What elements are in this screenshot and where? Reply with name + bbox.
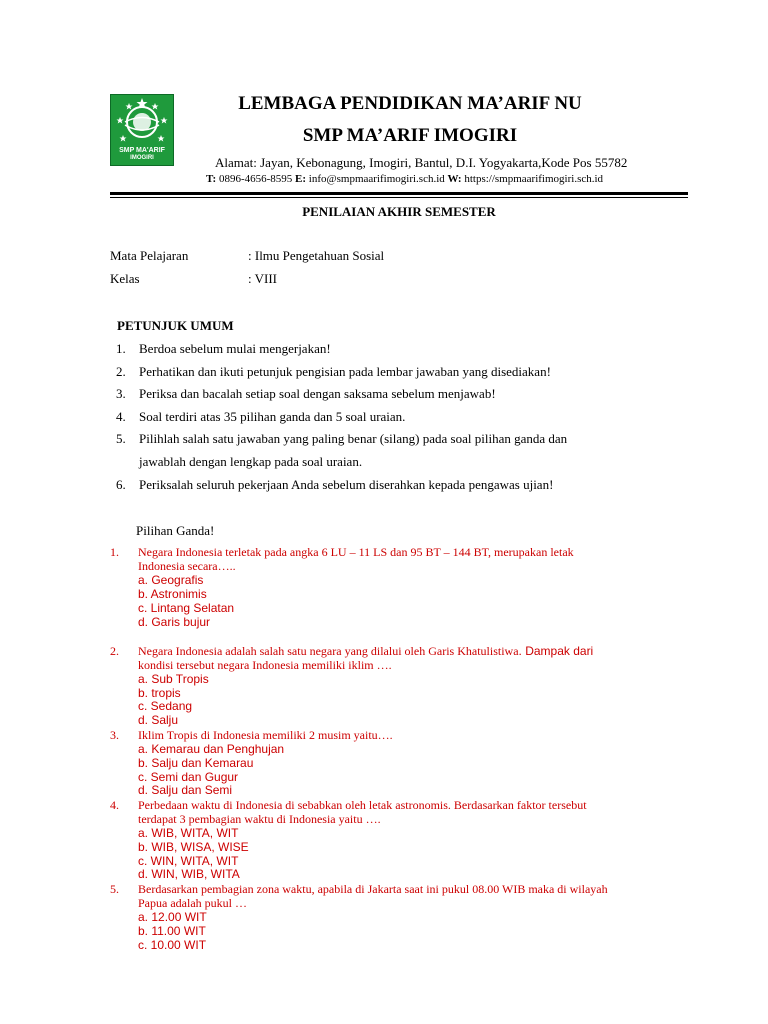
class-label: Kelas: [110, 271, 140, 286]
instruction-number: 4.: [116, 409, 126, 424]
instructions-title: PETUNJUK UMUM: [117, 318, 234, 333]
logo-text-school: SMP MA'ARIF: [119, 147, 165, 154]
subject-label: Mata Pelajaran: [110, 248, 189, 263]
answer-option[interactable]: b. Astronimis: [138, 587, 207, 601]
subject-value: : Ilmu Pengetahuan Sosial: [248, 248, 385, 263]
question-number: 1.: [110, 545, 119, 559]
question-text: Indonesia secara…..: [138, 559, 236, 573]
school-logo: [110, 94, 174, 166]
question-text: Iklim Tropis di Indonesia memiliki 2 musim yaitu….: [138, 728, 393, 742]
instruction-number: 1.: [116, 341, 126, 356]
instruction-text: Pilihlah salah satu jawaban yang paling benar (silang) pada soal pilihan ganda dan: [139, 431, 568, 446]
answer-option[interactable]: c. Sedang: [138, 699, 193, 713]
email-label: E:: [295, 173, 307, 185]
answer-option[interactable]: d. Salju: [138, 713, 179, 727]
instruction-number: 2.: [116, 364, 126, 379]
answer-option[interactable]: a. Sub Tropis: [138, 672, 209, 686]
institution-name: LEMBAGA PENDIDIKAN MA’ARIF NU: [238, 93, 582, 114]
answer-option[interactable]: c. Semi dan Gugur: [138, 770, 239, 784]
school-name: SMP MA’ARIF IMOGIRI: [302, 125, 518, 146]
logo-text-town: IMOGIRI: [130, 155, 154, 161]
answer-option[interactable]: b. WIB, WISA, WISE: [138, 840, 249, 854]
question-text: terdapat 3 pembagian waktu di Indonesia yaitu ….: [138, 812, 381, 826]
instruction-text: Periksa dan bacalah setiap soal dengan saksama sebelum menjawab!: [139, 386, 496, 401]
question-number: 3.: [110, 728, 119, 742]
phone-value: 0896-4656-8595: [218, 173, 293, 185]
letterhead-divider-thick: [110, 192, 688, 195]
instruction-text: Perhatikan dan ikuti petunjuk pengisian pada lembar jawaban yang disediakan!: [139, 364, 551, 379]
answer-option[interactable]: c. WIN, WITA, WIT: [138, 854, 239, 868]
phone-label: T:: [206, 173, 217, 185]
question-text-part: Negara Indonesia adalah salah satu negara yang dilalui oleh Garis Khatulistiwa: [138, 644, 519, 658]
web-value[interactable]: https://smpmaarifimogiri.sch.id: [464, 173, 604, 185]
question-text: Negara Indonesia terletak pada angka 6 LU – 11 LS dan 95 BT – 144 BT, merupakan letak: [138, 545, 574, 559]
contact-line: [206, 173, 603, 185]
question-number: 5.: [110, 882, 119, 896]
answer-option[interactable]: a. 12.00 WIT: [138, 910, 207, 924]
exam-title: PENILAIAN AKHIR SEMESTER: [302, 204, 496, 219]
answer-option[interactable]: c. 10.00 WIT: [138, 938, 207, 952]
answer-option[interactable]: d. WIN, WIB, WITA: [138, 867, 240, 881]
question-text: [138, 644, 593, 659]
multiple-choice-title: Pilihan Ganda!: [136, 523, 215, 538]
answer-option[interactable]: c. Lintang Selatan: [138, 601, 235, 615]
question-text: Papua adalah pukul …: [138, 896, 247, 910]
instruction-number: 3.: [116, 386, 126, 401]
answer-option[interactable]: d. Salju dan Semi: [138, 783, 233, 797]
question-number: 2.: [110, 644, 119, 658]
answer-option[interactable]: a. Kemarau dan Penghujan: [138, 742, 285, 756]
answer-option[interactable]: b. Salju dan Kemarau: [138, 756, 254, 770]
nu-emblem-icon: [111, 95, 173, 147]
question-text: Perbedaan waktu di Indonesia di sebabkan oleh letak astronomis. Berdasarkan faktor tersebut: [138, 798, 587, 812]
letterhead-divider-thin: [110, 197, 688, 198]
instruction-text: jawablah dengan lengkap pada soal uraian.: [139, 454, 363, 469]
answer-option[interactable]: a. WIB, WITA, WIT: [138, 826, 239, 840]
school-address: Alamat: Jayan, Kebonagung, Imogiri, Bantul, D.I. Yogyakarta,Kode Pos 55782: [215, 155, 628, 170]
answer-option[interactable]: d. Garis bujur: [138, 615, 211, 629]
answer-option[interactable]: b. 11.00 WIT: [138, 924, 206, 938]
question-number: 4.: [110, 798, 119, 812]
instruction-text: Periksalah seluruh pekerjaan Anda sebelum diserahkan kepada pengawas ujian!: [139, 477, 554, 492]
instruction-text: Berdoa sebelum mulai mengerjakan!: [139, 341, 331, 356]
email-value[interactable]: info@smpmaarifimogiri.sch.id: [308, 173, 445, 185]
answer-option[interactable]: b. tropis: [138, 686, 181, 700]
question-text: kondisi tersebut negara Indonesia memiliki iklim ….: [138, 658, 392, 672]
answer-option[interactable]: a. Geografis: [138, 573, 204, 587]
question-text-part: . Dampak dari: [518, 644, 594, 658]
web-label: W:: [447, 173, 462, 185]
class-value: : VIII: [248, 271, 278, 286]
instruction-text: Soal terdiri atas 35 pilihan ganda dan 5 soal uraian.: [139, 409, 406, 424]
instruction-number: 5.: [116, 431, 126, 446]
instruction-number: 6.: [116, 477, 126, 492]
question-text: Berdasarkan pembagian zona waktu, apabila di Jakarta saat ini pukul 08.00 WIB maka di wilayah: [138, 882, 608, 896]
